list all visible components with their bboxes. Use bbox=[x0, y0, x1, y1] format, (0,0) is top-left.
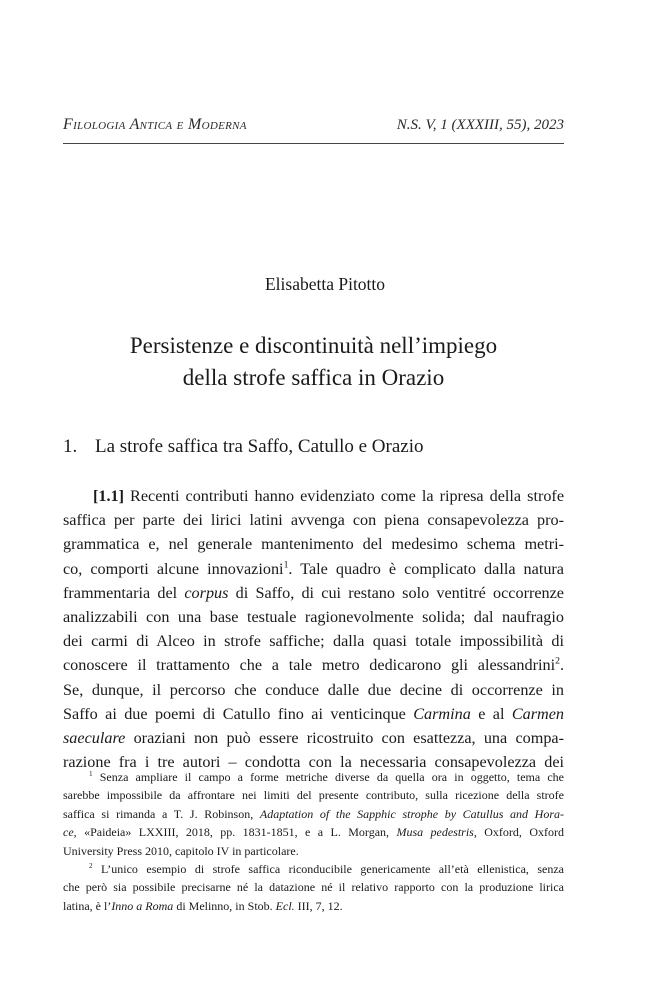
body-line: saffica per parte dei lirici latini avvenga con piena consapevolezza pro- bbox=[63, 511, 564, 530]
body-line: razione fra i tre autori – condotta con la necessaria consapevolezza dei bbox=[63, 753, 564, 772]
footnote-1: $^1$ Senza ampliare il campo a forme metriche diverse da quella ora in oggetto, tema che bbox=[89, 770, 564, 784]
article-title bbox=[63, 330, 564, 394]
paragraph-number: [1.1] bbox=[93, 487, 125, 505]
journal-name: Filologia Antica e Moderna bbox=[63, 116, 247, 133]
footnote-line: che però sia possibile precisarne né la datazione né il relativo rapporto con la produzione lirica bbox=[63, 880, 564, 895]
footnote-ref-1[interactable]: 1 bbox=[283, 559, 289, 571]
footnotes bbox=[63, 768, 564, 915]
footnote-line: saffica si rimanda a T. J. Robinson, Adaptation of the Sapphic strophe by Catullus and Hora- bbox=[63, 806, 564, 821]
body-line: saeculare oraziani non può essere ricostruito con esattezza, una compa- bbox=[63, 729, 564, 748]
title-line-2: della strofe saffica in Orazio bbox=[182, 365, 445, 390]
author-name: Elisabetta Pitotto bbox=[264, 274, 386, 294]
body-line: dei carmi di Alceo in strofe saffiche; dalla quasi totale impossibilità di bbox=[63, 632, 564, 651]
footnote-line: ce, «Paideia» LXXIII, 2018, pp. 1831-1851, e a L. Morgan, Musa pedestris, Oxford, Oxford bbox=[63, 825, 564, 840]
footnote-2: $^2$ L’unico esempio di strofe saffica riconducibile genericamente all’età ellenistica, senza bbox=[89, 862, 564, 877]
footnote-line: University Press 2010, capitolo IV in particolare. bbox=[63, 843, 299, 858]
body-line: Se, dunque, il percorso che conduce dalle due decine di occorrenze in bbox=[63, 680, 564, 699]
running-header bbox=[63, 116, 564, 134]
title-line-1: Persistenze e discontinuità nell’impiego bbox=[129, 333, 498, 358]
footnote-mark-2: 2 bbox=[89, 862, 93, 871]
header-rule bbox=[63, 143, 564, 144]
body-line: grammatica e, nel generale mantenimento del medesimo schema metri- bbox=[63, 535, 564, 554]
footnote-line: latina, è l’Inno a Roma di Melinno, in Stob. Ecl. III, 7, 12. bbox=[63, 898, 343, 913]
body-line: analizzabili con una base testuale ragionevolmente solida; dal naufragio bbox=[63, 608, 564, 627]
body-line: [1.1] Recenti contributi hanno evidenziato come la ripresa della strofe bbox=[93, 487, 564, 505]
section-title: La strofe saffica tra Saffo, Catullo e Orazio bbox=[95, 436, 424, 457]
section-number: 1. bbox=[63, 436, 78, 457]
section-heading bbox=[63, 436, 424, 458]
footnote-line: sarebbe impossibile da affrontare nei limiti del presente contributo, sulla ricezione della strofe bbox=[63, 788, 564, 803]
body-paragraph bbox=[63, 484, 564, 774]
body-line: conoscere il trattamento che a tale metro dedicarono gli alessandrini$^2$. bbox=[63, 656, 564, 675]
issue-info: N.S. V, 1 (XXXIII, 55), 2023 bbox=[396, 117, 564, 133]
body-line: Saffo ai due poemi di Catullo fino ai venticinque Carmina e al Carmen bbox=[63, 704, 564, 723]
footnote-mark-1: 1 bbox=[89, 770, 93, 778]
footnote-ref-2[interactable]: 2 bbox=[555, 656, 560, 668]
body-line: co, comporti alcune innovazioni$^1$. Tale quadro è complicato dalla natura bbox=[63, 559, 564, 578]
body-line: frammentaria del corpus di Saffo, di cui restano solo ventitré occorrenze bbox=[63, 583, 564, 602]
